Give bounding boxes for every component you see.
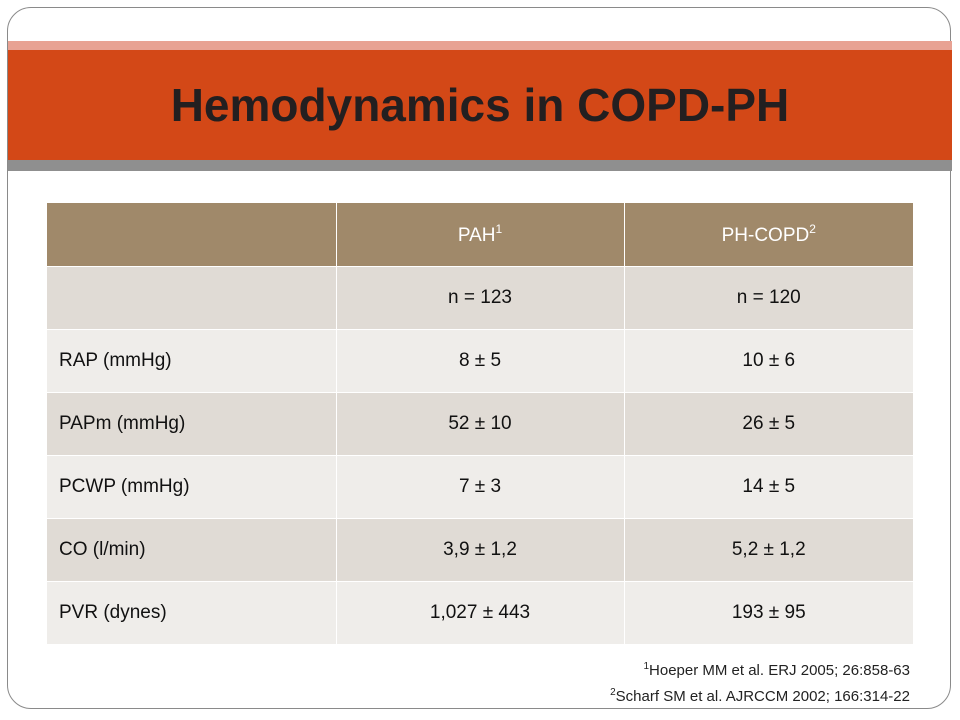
row-label: CO (l/min) [47, 519, 336, 582]
table-row [47, 330, 913, 393]
row-label: PCWP (mmHg) [47, 456, 336, 519]
table-row [47, 582, 913, 645]
header-label: PAH [457, 225, 496, 246]
title-band-top-stripe [8, 41, 952, 50]
header-superscript: 1 [495, 222, 503, 236]
ph-copd-value: 5,2 ± 1,2 [624, 519, 913, 582]
pah-value: 3,9 ± 1,2 [336, 519, 624, 582]
ph-copd-value: n = 120 [624, 267, 913, 330]
row-label: PAPm (mmHg) [47, 393, 336, 456]
footnote-marker: 2 [610, 687, 616, 698]
footnote-text: Scharf SM et al. AJRCCM 2002; 166:314-22 [615, 688, 910, 705]
pah-value: 7 ± 3 [336, 456, 624, 519]
pah-value: 1,027 ± 443 [336, 582, 624, 645]
table-row [47, 393, 913, 456]
header-label: PH-COPD [721, 225, 810, 246]
row-label [47, 267, 336, 330]
ph-copd-value: 26 ± 5 [624, 393, 913, 456]
pah-value: 8 ± 5 [336, 330, 624, 393]
footnote-text: Hoeper MM et al. ERJ 2005; 26:858-63 [649, 662, 910, 679]
table-header-row [47, 203, 913, 267]
header-cell-ph-copd [624, 203, 913, 267]
footnote-marker: 1 [643, 661, 650, 672]
header-cell-pah [336, 203, 624, 267]
header-cell-parameter [47, 203, 336, 267]
row-label: PVR (dynes) [47, 582, 336, 645]
pah-value: 52 ± 10 [336, 393, 624, 456]
title-band-bottom-stripe [8, 160, 952, 171]
hemodynamics-table [47, 203, 913, 644]
ph-copd-value: 193 ± 95 [624, 582, 913, 645]
ph-copd-value: 10 ± 6 [624, 330, 913, 393]
slide-title: Hemodynamics in COPD-PH [170, 79, 790, 131]
ph-copd-value: 14 ± 5 [624, 456, 913, 519]
header-superscript: 2 [809, 222, 816, 236]
footnote-1 [610, 656, 910, 682]
footnotes [610, 656, 910, 708]
footnote-2 [610, 682, 910, 708]
table-row [47, 519, 913, 582]
pah-value: n = 123 [336, 267, 624, 330]
table-row [47, 267, 913, 330]
row-label: RAP (mmHg) [47, 330, 336, 393]
table-row [47, 456, 913, 519]
